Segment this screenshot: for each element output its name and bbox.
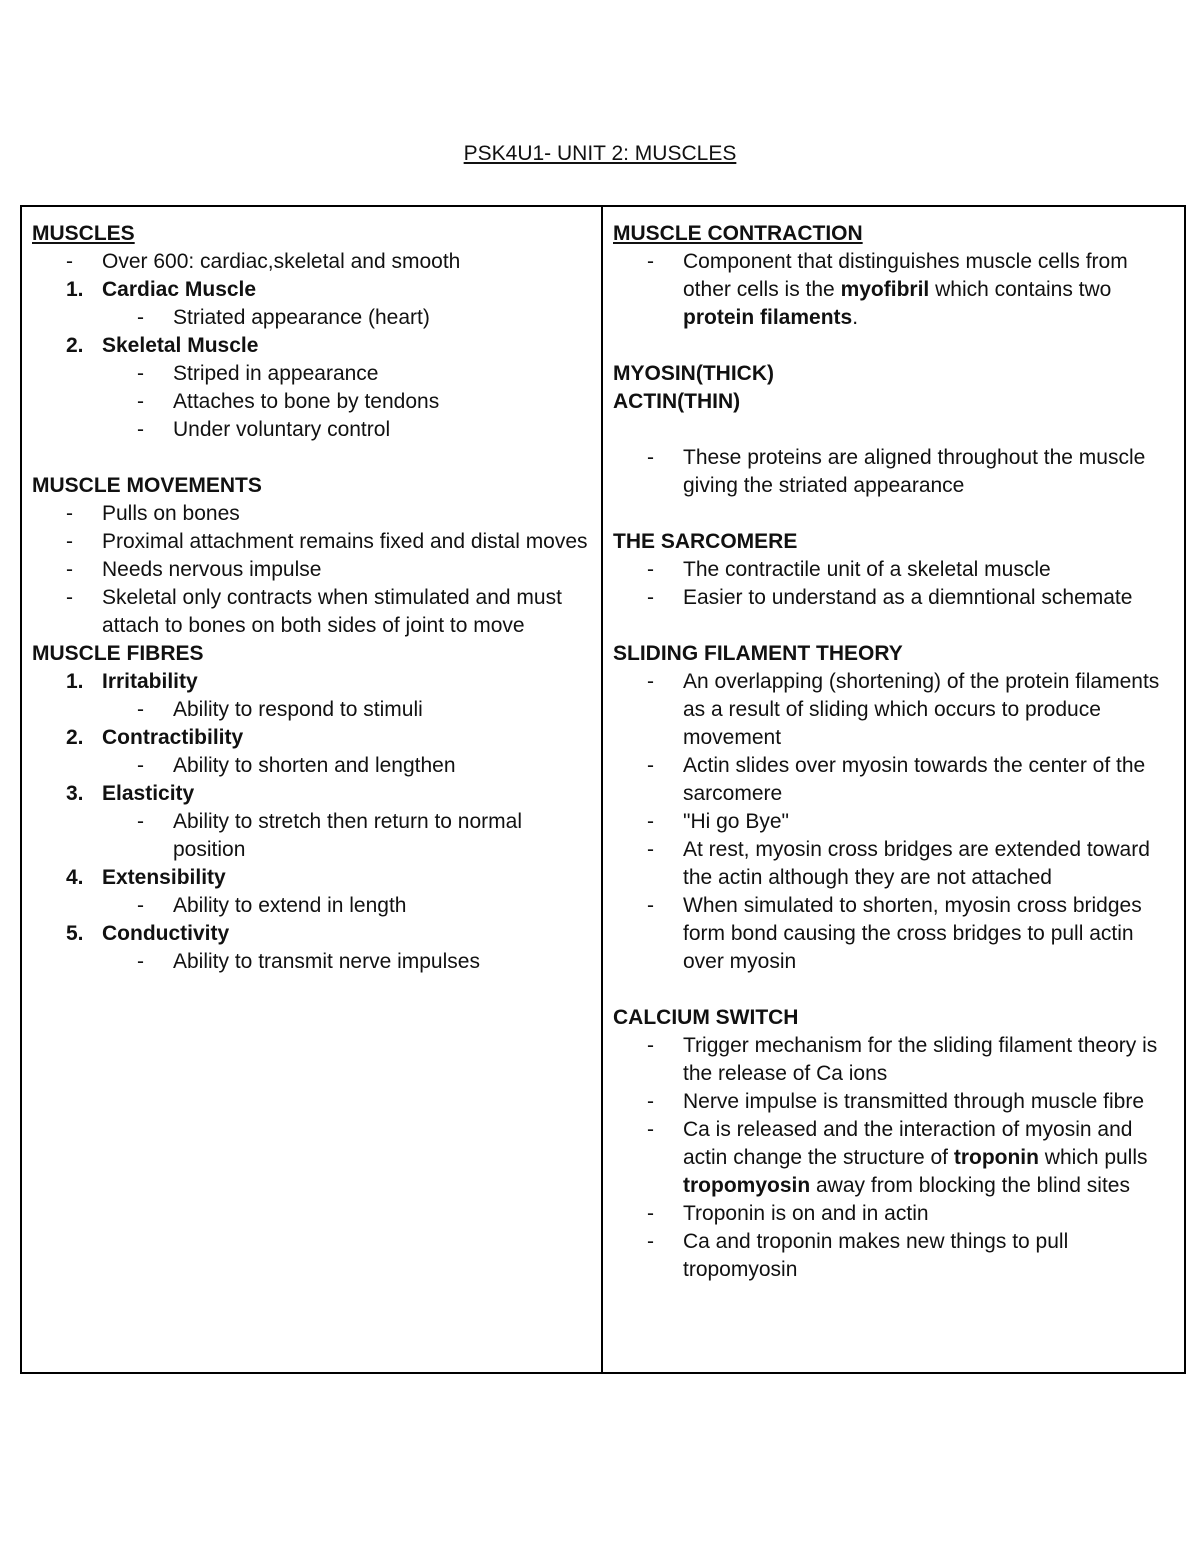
- numbered-item: [32, 864, 591, 892]
- numbered-item: [32, 276, 591, 304]
- dash-bullet: -: [137, 418, 144, 441]
- list-item-text: These proteins are aligned throughout the muscle giving the striated appearance: [683, 446, 1146, 497]
- numbered-item: [32, 780, 591, 808]
- section-heading-actin: ACTIN(THIN): [613, 390, 741, 413]
- list-item: [613, 1116, 1174, 1200]
- list-item: [613, 892, 1174, 976]
- left-column: [22, 207, 603, 1372]
- item-number: 2.: [66, 726, 84, 749]
- list-item-text: Troponin is on and in actin: [683, 1202, 929, 1225]
- dash-bullet: -: [66, 502, 73, 525]
- numbered-item: [32, 920, 591, 948]
- list-item-text: Striated appearance (heart): [173, 306, 430, 329]
- section-heading-calcium: CALCIUM SWITCH: [613, 1006, 799, 1029]
- list-item-text: Ca and troponin makes new things to pull tropomyosin: [683, 1230, 1069, 1281]
- numbered-item: [32, 668, 591, 696]
- list-item-text: An overlapping (shortening) of the protein filaments as a result of sliding which occurs to produce movement: [683, 670, 1160, 749]
- item-label: Conductivity: [102, 922, 230, 945]
- list-item-text: Trigger mechanism for the sliding filament theory is the release of Ca ions: [683, 1034, 1158, 1085]
- list-item-text: Attaches to bone by tendons: [173, 390, 440, 413]
- dash-bullet: -: [647, 670, 654, 693]
- text-run: away from blocking the blind sites: [810, 1174, 1130, 1197]
- item-label: Contractibility: [102, 726, 244, 749]
- list-item-text: Skeletal only contracts when stimulated and must attach to bones on both sides of joint to move: [102, 586, 562, 637]
- item-label: Elasticity: [102, 782, 195, 805]
- page-title: PSK4U1- UNIT 2: MUSCLES: [463, 142, 737, 165]
- dash-bullet: -: [647, 894, 654, 917]
- list-item-text: Ability to shorten and lengthen: [173, 754, 456, 777]
- dash-bullet: -: [647, 754, 654, 777]
- dash-bullet: -: [647, 1118, 654, 1141]
- item-number: 4.: [66, 866, 84, 889]
- list-item-text: Proximal attachment remains fixed and distal moves: [102, 530, 588, 553]
- section-heading-movements: MUSCLE MOVEMENTS: [32, 474, 262, 497]
- list-item: [32, 808, 591, 864]
- section-heading-fibres: MUSCLE FIBRES: [32, 642, 204, 665]
- dash-bullet: -: [647, 446, 654, 469]
- list-item: [613, 1032, 1174, 1088]
- list-item: [32, 416, 591, 444]
- spacer: [613, 332, 1174, 360]
- list-item: [32, 528, 591, 556]
- list-item-text: Ability to extend in length: [173, 894, 407, 917]
- list-item: [32, 752, 591, 780]
- list-item-text: [683, 248, 1174, 332]
- item-label: Irritability: [102, 670, 198, 693]
- list-item-text: [683, 1116, 1174, 1200]
- section-heading-muscles: MUSCLES: [32, 222, 135, 245]
- right-column: [603, 207, 1184, 1372]
- numbered-item: [32, 724, 591, 752]
- list-item-text: Needs nervous impulse: [102, 558, 322, 581]
- list-item-text: The contractile unit of a skeletal muscle: [683, 558, 1051, 581]
- list-item: [32, 248, 591, 276]
- dash-bullet: -: [137, 306, 144, 329]
- list-item: [613, 808, 1174, 836]
- list-item: [32, 500, 591, 528]
- dash-bullet: -: [647, 1034, 654, 1057]
- spacer: [613, 500, 1174, 528]
- dash-bullet: -: [647, 810, 654, 833]
- list-item: [32, 696, 591, 724]
- list-item: [32, 304, 591, 332]
- list-item-text: Nerve impulse is transmitted through muscle fibre: [683, 1090, 1145, 1113]
- list-item-text: Easier to understand as a diemntional schemate: [683, 586, 1133, 609]
- dash-bullet: -: [137, 894, 144, 917]
- list-item: [613, 1200, 1174, 1228]
- list-item-text: Ability to transmit nerve impulses: [173, 950, 480, 973]
- list-item: [613, 752, 1174, 808]
- dash-bullet: -: [137, 810, 144, 833]
- numbered-item: [32, 332, 591, 360]
- list-item: [32, 892, 591, 920]
- dash-bullet: -: [66, 250, 73, 273]
- spacer: [32, 444, 591, 472]
- list-item: [613, 836, 1174, 892]
- notes-table: [20, 205, 1186, 1374]
- list-item-text: Actin slides over myosin towards the center of the sarcomere: [683, 754, 1146, 805]
- list-item: [613, 248, 1174, 332]
- item-label: Extensibility: [102, 866, 226, 889]
- bold-term-myofibril: myofibril: [840, 278, 930, 301]
- section-heading-contraction: MUSCLE CONTRACTION: [613, 222, 863, 245]
- text-run: Component that distinguishes muscle cells from other cells is the: [683, 250, 1128, 301]
- dash-bullet: -: [66, 530, 73, 553]
- section-heading-sliding: SLIDING FILAMENT THEORY: [613, 642, 903, 665]
- list-item-text: Ability to stretch then return to normal position: [173, 810, 522, 861]
- list-item-text: Pulls on bones: [102, 502, 240, 525]
- list-item: [613, 668, 1174, 752]
- dash-bullet: -: [137, 950, 144, 973]
- dash-bullet: -: [137, 362, 144, 385]
- list-item-text: When simulated to shorten, myosin cross bridges form bond causing the cross bridges to pull actin over myosin: [683, 894, 1142, 973]
- dash-bullet: -: [137, 754, 144, 777]
- dash-bullet: -: [647, 558, 654, 581]
- list-item: [32, 556, 591, 584]
- list-item-text: Striped in appearance: [173, 362, 379, 385]
- text-run: which contains two: [929, 278, 1112, 301]
- spacer: [613, 976, 1174, 1004]
- list-item: [613, 556, 1174, 584]
- list-item-text: Ability to respond to stimuli: [173, 698, 423, 721]
- list-item-text: Under voluntary control: [173, 418, 391, 441]
- spacer: [613, 612, 1174, 640]
- dash-bullet: -: [647, 1202, 654, 1225]
- dash-bullet: -: [137, 698, 144, 721]
- list-item-text: Over 600: cardiac,skeletal and smooth: [102, 250, 461, 273]
- item-number: 3.: [66, 782, 84, 805]
- list-item: [32, 584, 591, 640]
- list-item-text: "Hi go Bye": [683, 810, 789, 833]
- item-number: 1.: [66, 278, 84, 301]
- dash-bullet: -: [647, 838, 654, 861]
- item-label: Cardiac Muscle: [102, 278, 257, 301]
- dash-bullet: -: [66, 586, 73, 609]
- section-heading-sarcomere: THE SARCOMERE: [613, 530, 798, 553]
- item-number: 1.: [66, 670, 84, 693]
- dash-bullet: -: [647, 1090, 654, 1113]
- bold-term-protein-filaments: protein filaments: [683, 306, 853, 329]
- item-number: 2.: [66, 334, 84, 357]
- section-heading-myosin: MYOSIN(THICK): [613, 362, 774, 385]
- item-label: Skeletal Muscle: [102, 334, 259, 357]
- list-item: [613, 1228, 1174, 1284]
- list-item: [32, 360, 591, 388]
- list-item: [32, 388, 591, 416]
- spacer: [613, 416, 1174, 444]
- dash-bullet: -: [137, 390, 144, 413]
- dash-bullet: -: [647, 1230, 654, 1253]
- bold-term-tropomyosin: tropomyosin: [683, 1174, 811, 1197]
- item-number: 5.: [66, 922, 84, 945]
- list-item: [32, 948, 591, 976]
- text-run: which pulls: [1038, 1146, 1148, 1169]
- bold-term-troponin: troponin: [953, 1146, 1039, 1169]
- dash-bullet: -: [66, 558, 73, 581]
- dash-bullet: -: [647, 586, 654, 609]
- text-run: Ca is released and the interaction of myosin and actin change the structure of: [683, 1118, 1133, 1169]
- list-item: [613, 584, 1174, 612]
- list-item: [613, 444, 1174, 500]
- list-item: [613, 1088, 1174, 1116]
- text-run: .: [852, 306, 859, 329]
- list-item-text: At rest, myosin cross bridges are extended toward the actin although they are not attached: [683, 838, 1150, 889]
- dash-bullet: -: [647, 250, 654, 273]
